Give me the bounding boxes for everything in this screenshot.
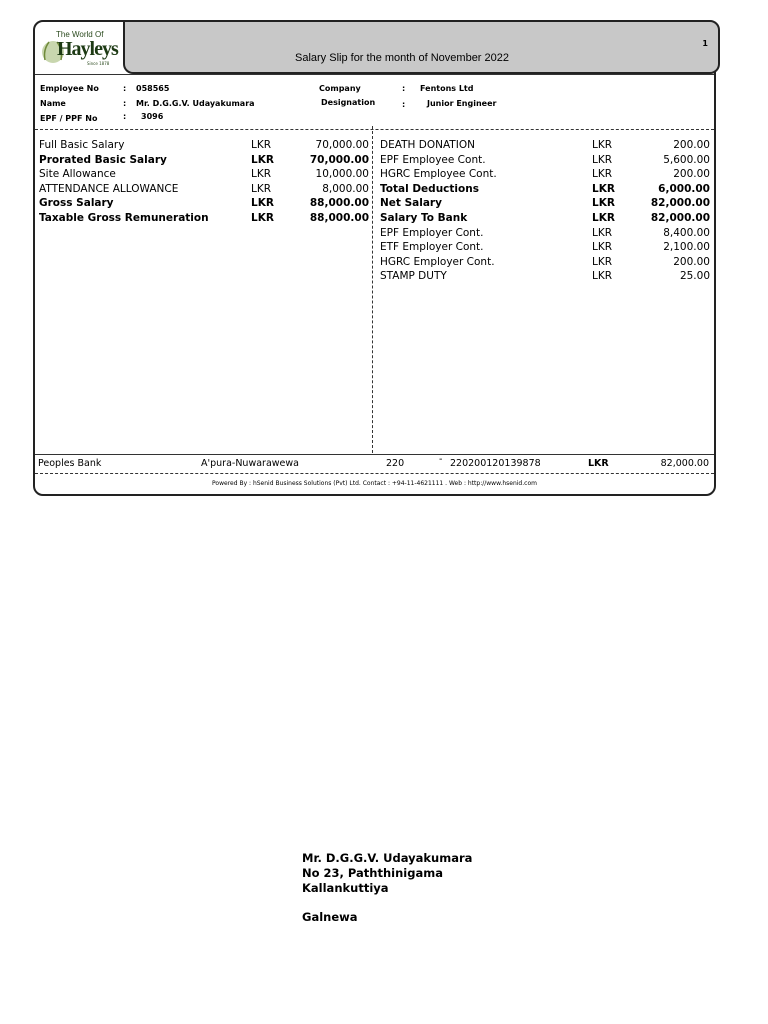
earning-row (39, 138, 369, 152)
deduction-row (380, 226, 710, 240)
deduction-row (380, 153, 710, 167)
row-amount: 2,100.00 (663, 241, 710, 254)
slip-title: Salary Slip for the month of November 2022 (295, 52, 510, 64)
row-label: EPF Employee Cont. (380, 153, 486, 166)
employee-no-value: 058565 (136, 84, 170, 93)
company-value: Fentons Ltd (420, 84, 474, 93)
row-label: STAMP DUTY (380, 270, 447, 283)
row-currency: LKR (251, 139, 272, 151)
header-bar (123, 20, 720, 74)
bank-branch: A'pura-Nuwarawewa (201, 458, 299, 469)
row-amount: 200.00 (673, 139, 710, 151)
row-label: ETF Employer Cont. (380, 241, 484, 254)
address-line-1: Mr. D.G.G.V. Udayakumara (302, 851, 473, 865)
row-currency: LKR (592, 182, 615, 195)
branch-code: 220 (386, 458, 405, 469)
earning-row (39, 182, 369, 196)
name-value: Mr. D.G.G.V. Udayakumara (136, 99, 255, 108)
powered-divider (35, 473, 714, 474)
row-label: Prorated Basic Salary (39, 153, 167, 166)
bank-divider (35, 454, 714, 455)
row-label: Total Deductions (380, 182, 479, 195)
address-line-3: Kallankuttiya (302, 881, 389, 895)
row-currency: LKR (251, 168, 272, 181)
deduction-row (380, 240, 710, 254)
row-amount: 200.00 (673, 168, 710, 181)
row-currency: LKR (592, 139, 613, 151)
bank-amount: 82,000.00 (660, 458, 709, 469)
row-amount: 6,000.00 (658, 182, 710, 195)
earning-row (39, 167, 369, 181)
row-amount: 88,000.00 (309, 212, 369, 224)
deduction-row (380, 167, 710, 181)
row-label: Net Salary (380, 197, 442, 210)
address-line-2: No 23, Paththinigama (302, 866, 443, 880)
row-amount: 10,000.00 (315, 168, 369, 181)
row-label: EPF Employer Cont. (380, 226, 484, 239)
logo-sub-text: Since 1878 (87, 61, 110, 66)
address-line-4: Galnewa (302, 910, 358, 924)
row-currency: LKR (592, 226, 613, 239)
row-currency: LKR (251, 182, 272, 195)
row-label: HGRC Employee Cont. (380, 168, 497, 181)
row-label: Salary To Bank (380, 212, 468, 224)
row-currency: LKR (251, 212, 274, 224)
deduction-row (380, 138, 710, 152)
row-currency: LKR (251, 197, 274, 210)
deduction-row (380, 182, 710, 196)
column-divider (372, 126, 373, 453)
deduction-row (380, 255, 710, 269)
powered-by: Powered By : hSenid Business Solutions (Pvt) Ltd. Contact : +94-11-4621111 . Web : http://www.hsenid.com (212, 480, 537, 487)
row-label: Taxable Gross Remuneration (39, 212, 209, 224)
salary-slip (33, 20, 716, 496)
row-label: Full Basic Salary (39, 139, 125, 151)
row-currency: LKR (592, 212, 615, 224)
row-currency: LKR (251, 153, 274, 166)
row-currency: LKR (592, 255, 613, 268)
earning-row (39, 211, 369, 225)
row-label: HGRC Employer Cont. (380, 255, 495, 268)
earning-row (39, 153, 369, 167)
name-label: Name (40, 99, 66, 108)
deduction-row (380, 269, 710, 283)
page-number: 1 (702, 39, 708, 48)
epf-value: 3096 (141, 112, 164, 121)
row-currency: LKR (592, 197, 615, 210)
row-label: Site Allowance (39, 168, 116, 181)
row-amount: 200.00 (673, 255, 710, 268)
row-label: ATTENDANCE ALLOWANCE (39, 182, 179, 195)
earning-row (39, 196, 369, 210)
epf-label: EPF / PPF No (40, 114, 98, 123)
bank-currency: LKR (588, 458, 609, 469)
row-amount: 88,000.00 (309, 197, 369, 210)
row-amount: 82,000.00 (650, 197, 710, 210)
row-amount: 8,000.00 (322, 182, 369, 195)
company-logo (35, 22, 123, 74)
colon: : (123, 112, 127, 121)
row-label: Gross Salary (39, 197, 114, 210)
colon: : (123, 99, 127, 108)
colon: : (123, 84, 127, 93)
row-currency: LKR (592, 270, 613, 283)
colon: : (402, 84, 406, 93)
company-label: Company (319, 84, 361, 93)
row-amount: 8,400.00 (663, 226, 710, 239)
logo-top-text: The World Of (56, 30, 104, 39)
row-amount: 70,000.00 (309, 153, 369, 166)
header-divider (35, 74, 714, 75)
designation-label: Designation (321, 98, 376, 107)
deduction-row (380, 211, 710, 225)
row-currency: LKR (592, 241, 613, 254)
row-amount: 25.00 (679, 270, 710, 283)
row-label: DEATH DONATION (380, 139, 475, 151)
colon: : (402, 100, 406, 109)
info-divider (35, 129, 714, 130)
bank-name: Peoples Bank (38, 458, 102, 469)
row-amount: 5,600.00 (663, 153, 710, 166)
employee-no-label: Employee No (40, 84, 99, 93)
row-currency: LKR (592, 168, 613, 181)
row-amount: 70,000.00 (315, 139, 369, 151)
logo-brand-text: Hayleys (57, 38, 118, 60)
account-number: 220200120139878 (450, 458, 541, 469)
row-currency: LKR (592, 153, 613, 166)
designation-value: Junior Engineer (427, 99, 497, 108)
account-separator: - (439, 454, 443, 465)
deduction-row (380, 196, 710, 210)
row-amount: 82,000.00 (650, 212, 710, 224)
